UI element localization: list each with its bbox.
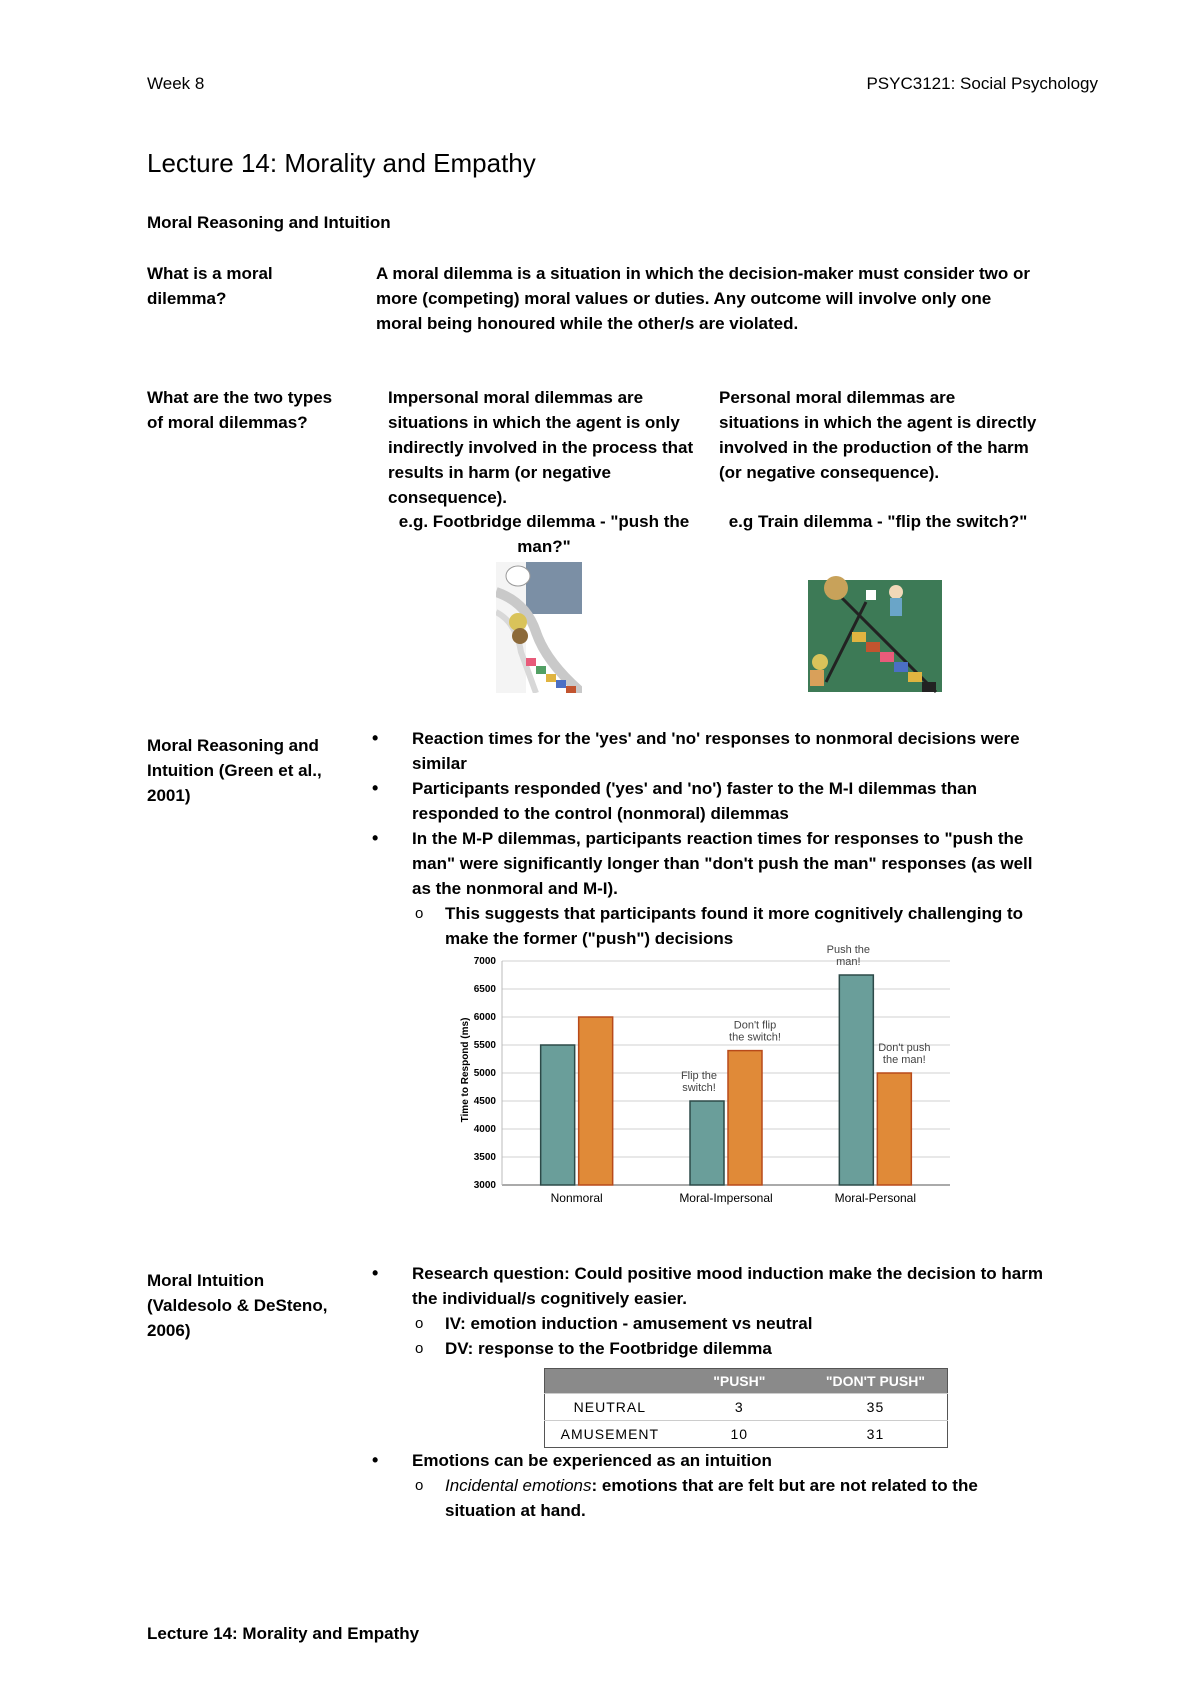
dependent-variable: o DV: response to the Footbridge dilemma [372, 1336, 1044, 1361]
y-tick-label: 3000 [473, 1180, 496, 1191]
bar-annotation-line: Flip the [680, 1070, 718, 1082]
impersonal-definition: Impersonal moral dilemmas are situations in which the agent is only indirectly involved in the process that results in harm (or negative consequence). [388, 388, 694, 507]
y-tick-label: 7000 [473, 956, 496, 967]
footbridge-illustration [496, 562, 582, 693]
table-header-blank [545, 1369, 675, 1394]
bar-annotation-line: switch! [682, 1082, 716, 1094]
bar-annotation-line: Don't push [878, 1042, 931, 1054]
bar-annotation [827, 945, 870, 968]
x-tick-label: Moral-Impersonal [679, 1191, 773, 1205]
emotion-points [372, 1448, 1044, 1523]
personal-example: e.g Train dilemma - "flip the switch?" [728, 512, 1028, 531]
incidental-emotions-term: Incidental emotions [445, 1476, 592, 1495]
bar-annotation-line: Push the [826, 945, 871, 956]
question-moral-dilemma: What is a moral dilemma? [147, 264, 273, 308]
table-row [545, 1421, 948, 1448]
y-tick-labels [474, 956, 497, 1191]
independent-variable: o IV: emotion induction - amusement vs neutral [372, 1311, 1044, 1336]
incidental-emotions [372, 1473, 1044, 1523]
table-cell: 3 [675, 1394, 804, 1421]
finding-2: • Participants responded ('yes' and 'no') faster to the M-I dilemmas than responded to the control (nonmoral) dilemmas [372, 776, 1044, 826]
bar-annotation-line: Don't flip [733, 1019, 777, 1032]
table-cell: 35 [804, 1394, 948, 1421]
chart-bar [690, 1101, 724, 1185]
y-tick-label: 5500 [473, 1040, 496, 1051]
bar-annotation [878, 1042, 930, 1066]
x-tick-labels [551, 1191, 916, 1205]
research-question: • Research question: Could positive mood induction make the decision to harm the individual/s cognitively easier. [372, 1261, 1044, 1311]
answer-moral-dilemma: A moral dilemma is a situation in which the decision-maker must consider two or more (competing) moral values or duties. Any outcome will involve only one moral being honoured while the other/s are violated. [376, 264, 1031, 333]
chart-bar [877, 1073, 911, 1185]
bar-annotation-line: man! [836, 956, 861, 968]
bar-annotation-line: the switch! [729, 1031, 781, 1044]
chart-bar [839, 975, 873, 1185]
table-cell: NEUTRAL [545, 1394, 675, 1421]
table-header-dont-push: "DON'T PUSH" [804, 1369, 948, 1394]
y-tick-label: 6000 [473, 1012, 496, 1023]
x-tick-label: Nonmoral [550, 1191, 603, 1205]
chart-bars [541, 975, 912, 1185]
page-title: Lecture 14: Morality and Empathy [147, 148, 536, 178]
finding-1: • Reaction times for the 'yes' and 'no' responses to nonmoral decisions were similar [372, 726, 1044, 776]
chart-bar [579, 1017, 613, 1185]
finding-3-implication: o This suggests that participants found it more cognitively challenging to make the former ("push") decisions [372, 901, 1044, 951]
bar-annotation [729, 1020, 781, 1044]
bar-annotations [681, 945, 930, 1094]
finding-3: • In the M-P dilemmas, participants reaction times for responses to "push the man" were significantly longer than "don't push the man" responses (as well as the nonmoral and M-I). [372, 826, 1044, 901]
question-two-types: What are the two types of moral dilemmas? [147, 388, 333, 432]
header-course: PSYC3121: Social Psychology [866, 74, 1098, 93]
bar-annotation [681, 1070, 717, 1094]
results-table-header [545, 1369, 948, 1394]
y-tick-label: 6500 [473, 984, 496, 995]
header-week: Week 8 [147, 74, 205, 93]
y-tick-label: 4000 [473, 1124, 496, 1135]
emotion-intuition: • Emotions can be experienced as an intuition [372, 1448, 1044, 1473]
table-cell: 31 [804, 1421, 948, 1448]
bar-annotation-line: the man! [882, 1054, 926, 1066]
reaction-time-chart [460, 945, 960, 1215]
y-tick-label: 4500 [473, 1096, 496, 1107]
question-green-study: Moral Reasoning and Intuition (Green et al., 2001) [147, 736, 322, 805]
personal-definition: Personal moral dilemmas are situations in which the agent is directly involved in the production of the harm (or negative consequence). [719, 388, 1037, 482]
table-row [545, 1394, 948, 1421]
train-switch-illustration [806, 562, 946, 697]
table-cell: AMUSEMENT [545, 1421, 675, 1448]
chart-bar [728, 1051, 762, 1185]
y-tick-label: 5000 [473, 1068, 496, 1079]
valdesolo-points [372, 1261, 1044, 1361]
y-axis-label: Time to Respond (ms) [460, 1017, 471, 1123]
y-tick-label: 3500 [473, 1152, 496, 1163]
table-header-push: "PUSH" [675, 1369, 804, 1394]
section-heading: Moral Reasoning and Intuition [147, 213, 391, 232]
green-findings [372, 726, 1044, 951]
table-cell: 10 [675, 1421, 804, 1448]
impersonal-example: e.g. Footbridge dilemma - "push the man?" [398, 512, 690, 556]
x-tick-label: Moral-Personal [834, 1191, 917, 1205]
question-valdesolo-study: Moral Intuition (Valdesolo & DeSteno, 2006) [147, 1271, 328, 1340]
results-table [544, 1368, 948, 1448]
incidental-emotions-definition: : emotions that are felt but are not related to the situation at hand. [445, 1476, 978, 1520]
chart-bar [541, 1045, 575, 1185]
footer-title: Lecture 14: Morality and Empathy [147, 1624, 420, 1643]
